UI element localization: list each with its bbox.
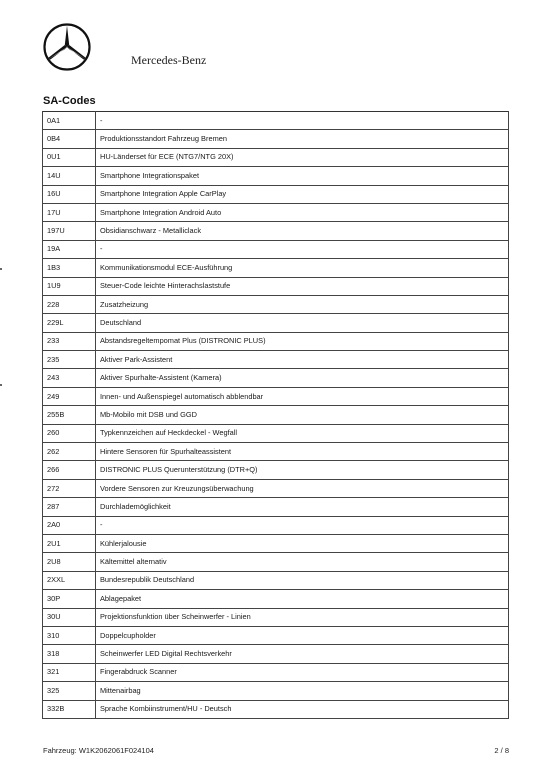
sa-description: Projektionsfunktion über Scheinwerfer - Linien: [96, 608, 509, 626]
sa-description: Zusatzheizung: [96, 295, 509, 313]
sa-code: 235: [43, 351, 96, 369]
page-edge-mark: [0, 268, 2, 270]
sa-description: Hintere Sensoren für Spurhalteassistent: [96, 443, 509, 461]
sa-code: 0U1: [43, 148, 96, 166]
sa-description: Aktiver Spurhalte-Assistent (Kamera): [96, 369, 509, 387]
sa-code: 332B: [43, 700, 96, 718]
sa-description: -: [96, 516, 509, 534]
table-row: [43, 406, 509, 424]
brand-name: Mercedes-Benz: [131, 53, 207, 67]
sa-code: 228: [43, 295, 96, 313]
table-row: [43, 259, 509, 277]
table-row: [43, 590, 509, 608]
sa-code: 229L: [43, 314, 96, 332]
sa-description: Deutschland: [96, 314, 509, 332]
table-row: [43, 277, 509, 295]
mercedes-star-icon: [42, 22, 92, 72]
sa-code: 0A1: [43, 112, 96, 130]
vehicle-id: Fahrzeug: W1K2062061F024104: [43, 746, 154, 755]
sa-description: DISTRONIC PLUS Querunterstützung (DTR+Q): [96, 461, 509, 479]
sa-code: 1U9: [43, 277, 96, 295]
table-row: [43, 534, 509, 552]
sa-description: Mittenairbag: [96, 682, 509, 700]
table-row: [43, 148, 509, 166]
sa-description: Smartphone Integrationspaket: [96, 167, 509, 185]
table-row: [43, 682, 509, 700]
table-row: [43, 571, 509, 589]
table-row: [43, 369, 509, 387]
sa-code: 14U: [43, 167, 96, 185]
sa-description: Scheinwerfer LED Digital Rechtsverkehr: [96, 645, 509, 663]
sa-code: 233: [43, 332, 96, 350]
table-row: [43, 222, 509, 240]
table-row: [43, 203, 509, 221]
table-row: [43, 130, 509, 148]
table-row: [43, 332, 509, 350]
page-number: 2 / 8: [494, 746, 509, 755]
sa-description: Steuer-Code leichte Hinterachslaststufe: [96, 277, 509, 295]
sa-description: Bundesrepublik Deutschland: [96, 571, 509, 589]
table-row: [43, 553, 509, 571]
sa-code: 318: [43, 645, 96, 663]
sa-description: Fingerabdruck Scanner: [96, 663, 509, 681]
table-row: [43, 663, 509, 681]
sa-description: Mb-Mobilo mit DSB und GGD: [96, 406, 509, 424]
sa-code: 19A: [43, 240, 96, 258]
sa-code: 266: [43, 461, 96, 479]
table-row: [43, 443, 509, 461]
sa-code: 255B: [43, 406, 96, 424]
sa-description: Smartphone Integration Apple CarPlay: [96, 185, 509, 203]
table-row: [43, 314, 509, 332]
table-row: [43, 424, 509, 442]
sa-code: 260: [43, 424, 96, 442]
sa-description: HU-Länderset für ECE (NTG7/NTG 20X): [96, 148, 509, 166]
sa-code: 2U8: [43, 553, 96, 571]
sa-description: Vordere Sensoren zur Kreuzungsüberwachung: [96, 479, 509, 497]
sa-description: Kommunikationsmodul ECE-Ausführung: [96, 259, 509, 277]
sa-description: -: [96, 240, 509, 258]
sa-code: 1B3: [43, 259, 96, 277]
sa-description: Smartphone Integration Android Auto: [96, 203, 509, 221]
table-row: [43, 167, 509, 185]
table-row: [43, 645, 509, 663]
table-row: [43, 498, 509, 516]
table-row: [43, 112, 509, 130]
sa-description: Typkennzeichen auf Heckdeckel - Wegfall: [96, 424, 509, 442]
sa-description: Doppelcupholder: [96, 626, 509, 644]
table-row: [43, 700, 509, 718]
sa-description: Sprache Kombiinstrument/HU - Deutsch: [96, 700, 509, 718]
sa-code: 17U: [43, 203, 96, 221]
sa-code: 2U1: [43, 534, 96, 552]
sa-code: 16U: [43, 185, 96, 203]
sa-code: 2A0: [43, 516, 96, 534]
sa-code: 249: [43, 387, 96, 405]
sa-codes-table: [42, 111, 509, 719]
sa-code: 272: [43, 479, 96, 497]
sa-code: 287: [43, 498, 96, 516]
table-row: [43, 387, 509, 405]
sa-code: 262: [43, 443, 96, 461]
sa-code: 310: [43, 626, 96, 644]
sa-code: 197U: [43, 222, 96, 240]
sa-description: Durchlademöglichkeit: [96, 498, 509, 516]
sa-code: 243: [43, 369, 96, 387]
sa-description: Kühlerjalousie: [96, 534, 509, 552]
section-title: SA-Codes: [43, 95, 96, 107]
table-row: [43, 516, 509, 534]
sa-description: Abstandsregeltempomat Plus (DISTRONIC PLUS): [96, 332, 509, 350]
table-row: [43, 479, 509, 497]
sa-description: Obsidianschwarz - Metalliclack: [96, 222, 509, 240]
sa-code: 30P: [43, 590, 96, 608]
sa-code: 30U: [43, 608, 96, 626]
sa-code: 2XXL: [43, 571, 96, 589]
table-row: [43, 185, 509, 203]
sa-description: Produktionsstandort Fahrzeug Bremen: [96, 130, 509, 148]
table-row: [43, 240, 509, 258]
sa-description: Ablagepaket: [96, 590, 509, 608]
table-row: [43, 351, 509, 369]
page-edge-mark: [0, 384, 2, 386]
table-row: [43, 461, 509, 479]
sa-code: 0B4: [43, 130, 96, 148]
sa-description: Kältemittel alternativ: [96, 553, 509, 571]
sa-code: 321: [43, 663, 96, 681]
sa-description: Innen- und Außenspiegel automatisch abblendbar: [96, 387, 509, 405]
table-row: [43, 295, 509, 313]
sa-description: -: [96, 112, 509, 130]
sa-code: 325: [43, 682, 96, 700]
sa-description: Aktiver Park-Assistent: [96, 351, 509, 369]
table-row: [43, 608, 509, 626]
table-row: [43, 626, 509, 644]
